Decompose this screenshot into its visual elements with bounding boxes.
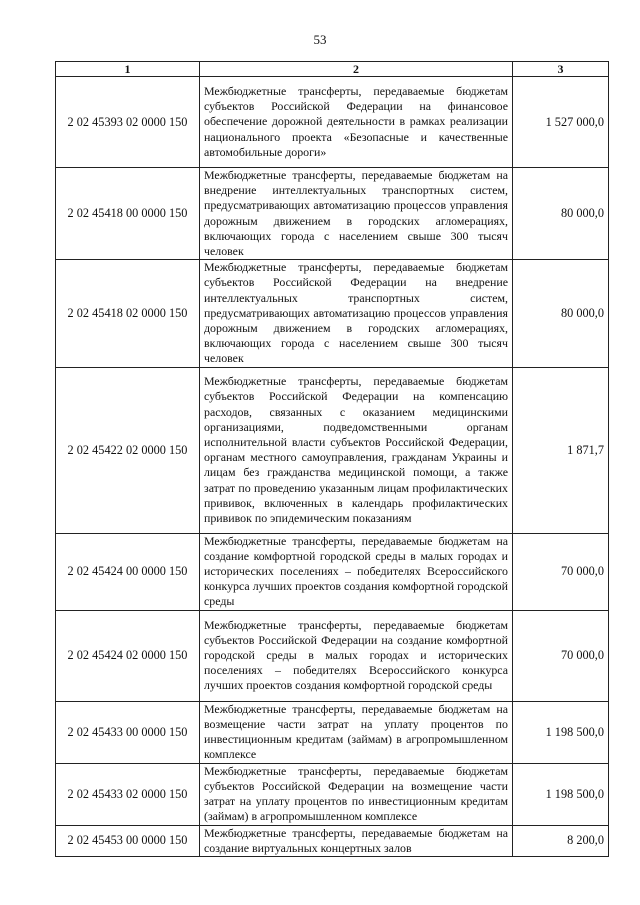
table-row — [56, 763, 609, 825]
budget-code: 2 02 45418 02 0000 150 — [56, 260, 200, 367]
column-header-3: 3 — [513, 62, 609, 77]
budget-code: 2 02 45418 00 0000 150 — [56, 168, 200, 260]
table-row — [56, 168, 609, 260]
amount: 1 198 500,0 — [513, 701, 609, 763]
table-body — [56, 77, 609, 857]
budget-code: 2 02 45393 02 0000 150 — [56, 77, 200, 168]
amount: 70 000,0 — [513, 533, 609, 610]
column-header-1: 1 — [56, 62, 200, 77]
table-row — [56, 77, 609, 168]
budget-code: 2 02 45422 02 0000 150 — [56, 367, 200, 533]
table-row — [56, 533, 609, 610]
description: Межбюджетные трансферты, передаваемые бюджетам на создание виртуальных концертных залов — [200, 825, 513, 856]
description: Межбюджетные трансферты, передаваемые бюджетам субъектов Российской Федерации на компенсацию расходов, связанных с оказанием медицинскими организациями, подведомственными органам исполнительной власти субъектов Российской Федерации, органам местного самоуправления, гражданам Украины и лицам без гражданства медицинской помощи, а также затрат по проведению указанным лицам профилактических прививок, включенных в календарь профилактических прививок по эпидемическим показаниям — [200, 367, 513, 533]
table-row — [56, 367, 609, 533]
table-header — [56, 62, 609, 77]
table-row — [56, 260, 609, 367]
page-number: 53 — [313, 32, 327, 47]
table-row — [56, 825, 609, 856]
amount: 70 000,0 — [513, 610, 609, 701]
description: Межбюджетные трансферты, передаваемые бюджетам субъектов Российской Федерации на возмещение части затрат на уплату процентов по инвестиционным кредитам (займам) в агропромышленном комплексе — [200, 763, 513, 825]
table-row — [56, 610, 609, 701]
amount: 1 527 000,0 — [513, 77, 609, 168]
budget-code: 2 02 45424 02 0000 150 — [56, 610, 200, 701]
table-row — [56, 701, 609, 763]
description: Межбюджетные трансферты, передаваемые бюджетам на создание комфортной городской среды в малых городах и исторических поселениях – победителях Всероссийского конкурса лучших проектов создания комфортной городской среды — [200, 533, 513, 610]
header-row — [56, 62, 609, 77]
description: Межбюджетные трансферты, передаваемые бюджетам субъектов Российской Федерации на финансовое обеспечение дорожной деятельности в рамках реализации национального проекта «Безопасные и качественные автомобильные дороги» — [200, 77, 513, 168]
amount: 1 871,7 — [513, 367, 609, 533]
budget-code: 2 02 45433 02 0000 150 — [56, 763, 200, 825]
description: Межбюджетные трансферты, передаваемые бюджетам на внедрение интеллектуальных транспортных систем, предусматривающих автоматизацию процессов управления дорожным движением в городских агломерациях, включающих города с населением свыше 300 тысяч человек — [200, 168, 513, 260]
budget-table — [55, 61, 609, 857]
description: Межбюджетные трансферты, передаваемые бюджетам субъектов Российской Федерации на создание комфортной городской среды в малых городах и исторических поселениях – победителях Всероссийского конкурса лучших проектов создания комфортной городской среды — [200, 610, 513, 701]
amount: 80 000,0 — [513, 260, 609, 367]
budget-code: 2 02 45433 00 0000 150 — [56, 701, 200, 763]
amount: 1 198 500,0 — [513, 763, 609, 825]
amount: 8 200,0 — [513, 825, 609, 856]
budget-code: 2 02 45453 00 0000 150 — [56, 825, 200, 856]
budget-code: 2 02 45424 00 0000 150 — [56, 533, 200, 610]
description: Межбюджетные трансферты, передаваемые бюджетам субъектов Российской Федерации на внедрение интеллектуальных транспортных систем, предусматривающих автоматизацию процессов управления дорожным движением в городских агломерациях, включающих города с населением свыше 300 тысяч человек — [200, 260, 513, 367]
column-header-2: 2 — [200, 62, 513, 77]
amount: 80 000,0 — [513, 168, 609, 260]
description: Межбюджетные трансферты, передаваемые бюджетам на возмещение части затрат на уплату процентов по инвестиционным кредитам (займам) в агропромышленном комплексе — [200, 701, 513, 763]
